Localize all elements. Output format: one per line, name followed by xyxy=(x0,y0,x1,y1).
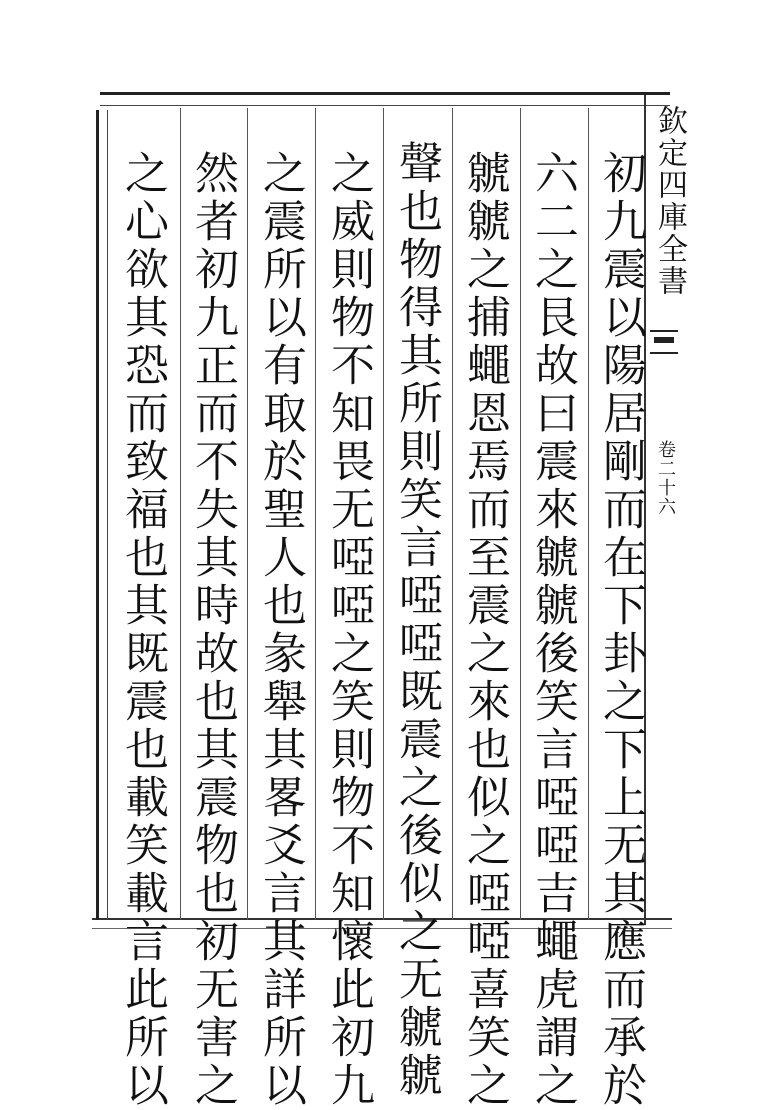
text-column-1: 初九震以陽居剛而在下卦之下上无其應而承於 xyxy=(595,150,646,1110)
column-rule xyxy=(520,108,521,920)
text-column-4: 聲也物得其所則笑言啞啞既震之後似之无虩虩 xyxy=(391,140,442,1100)
volume-number: 卷二十六 xyxy=(655,440,676,516)
column-rule xyxy=(452,108,453,920)
top-border xyxy=(100,92,670,106)
bottom-border xyxy=(92,918,672,929)
book-title: 欽定四庫全書 xyxy=(652,105,687,297)
text-column-5: 之威則物不知畏无啞啞之笑則物不知懷此初九 xyxy=(323,150,374,1110)
text-column-7: 然者初九正而不失其時故也其震物也初无害之 xyxy=(187,150,238,1110)
text-column-8: 之心欲其恐而致福也其既震也載笑載言此所以 xyxy=(117,150,168,1110)
column-rule xyxy=(315,108,316,920)
column-rule xyxy=(588,108,589,920)
left-border xyxy=(96,110,108,920)
fishtail-mark xyxy=(650,330,678,354)
text-column-6: 之震所以有取於聖人也彖舉其畧爻言其詳所以 xyxy=(255,150,306,1110)
text-column-3: 虩虩之捕蠅恩焉而至震之來也似之啞啞喜笑之 xyxy=(459,150,510,1110)
column-rule xyxy=(383,108,384,920)
column-rule xyxy=(180,108,181,920)
text-column-2: 六二之艮故曰震來虩虩後笑言啞啞吉蠅虎謂之 xyxy=(527,150,578,1110)
column-rule xyxy=(247,108,248,920)
